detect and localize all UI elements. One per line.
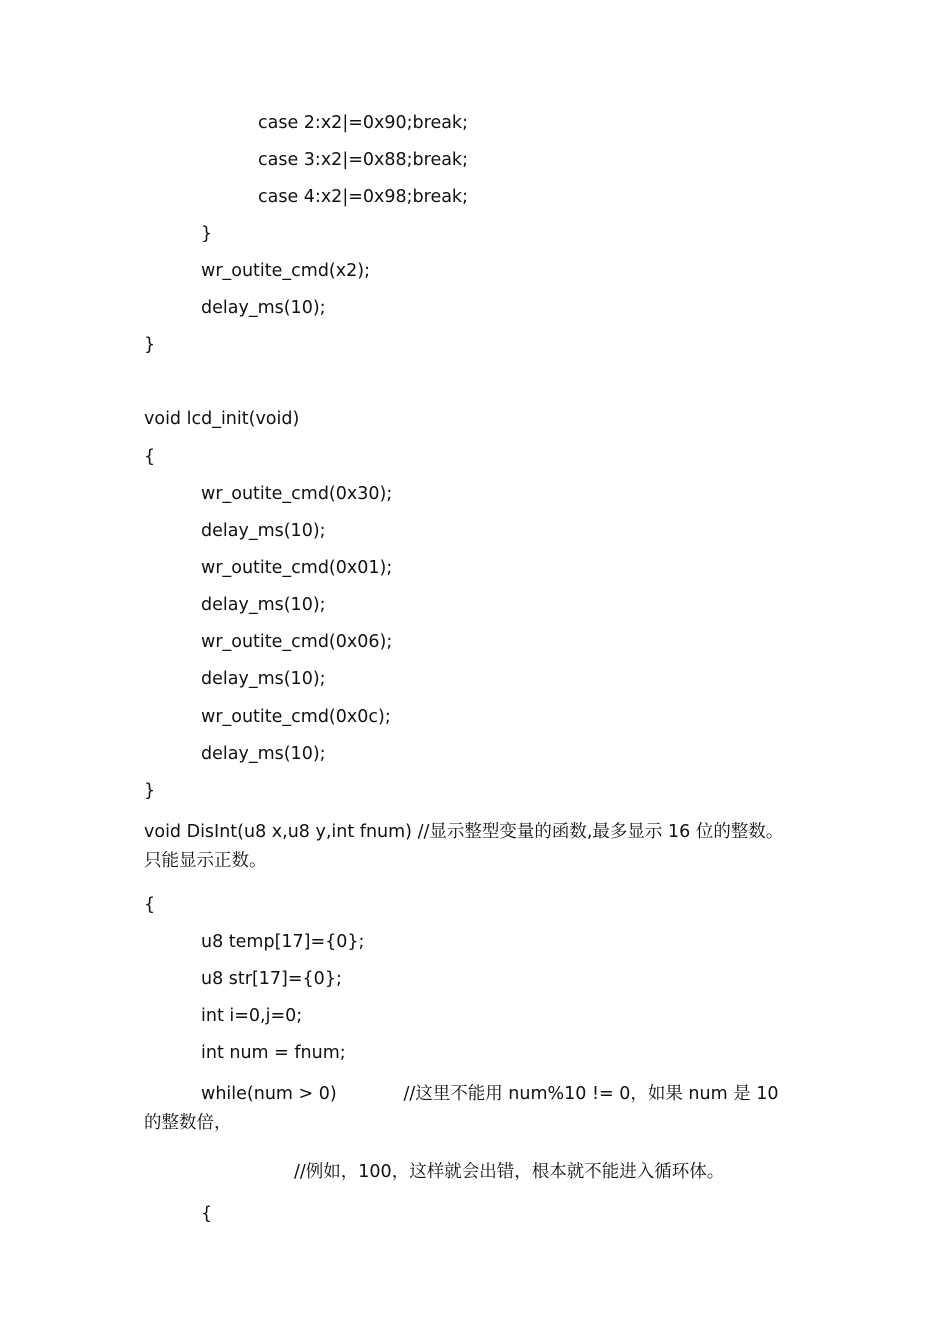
code-line: int i=0,j=0; [201, 1006, 303, 1026]
code-line-wrapped: void DisInt(u8 x,u8 y,int fnum) //显示整型变量的函数,最多显示 16 位的整数。只能显示正数。 [144, 822, 784, 871]
code-line: case 2:x2|=0x90;break; [258, 113, 468, 133]
code-line: delay_ms(10); [201, 669, 326, 689]
code-line: } [144, 335, 156, 355]
code-line: delay_ms(10); [201, 595, 326, 615]
code-line: wr_outite_cmd(x2); [201, 261, 370, 281]
code-line: case 4:x2|=0x98;break; [258, 187, 468, 207]
code-line: } [144, 781, 156, 801]
code-line: { [144, 447, 156, 467]
code-comment-line: //例如，100，这样就会出错，根本就不能进入循环体。 [294, 1162, 725, 1182]
code-line-wrapped: while(num > 0) //这里不能用 num%10 != 0，如果 num 是 10 的整数倍， [144, 1084, 785, 1133]
code-line: { [144, 895, 156, 915]
code-line: int num = fnum; [201, 1043, 346, 1063]
code-line: delay_ms(10); [201, 298, 326, 318]
code-line: wr_outite_cmd(0x01); [201, 558, 393, 578]
code-line: delay_ms(10); [201, 521, 326, 541]
code-line: { [201, 1204, 213, 1224]
code-line: delay_ms(10); [201, 744, 326, 764]
code-line: case 3:x2|=0x88;break; [258, 150, 468, 170]
code-line: wr_outite_cmd(0x0c); [201, 707, 391, 727]
code-line: void lcd_init(void) [144, 409, 300, 429]
code-line: wr_outite_cmd(0x30); [201, 484, 393, 504]
code-line: wr_outite_cmd(0x06); [201, 632, 393, 652]
code-line: u8 str[17]={0}; [201, 969, 342, 989]
code-line: } [201, 224, 213, 244]
code-line: u8 temp[17]={0}; [201, 932, 365, 952]
